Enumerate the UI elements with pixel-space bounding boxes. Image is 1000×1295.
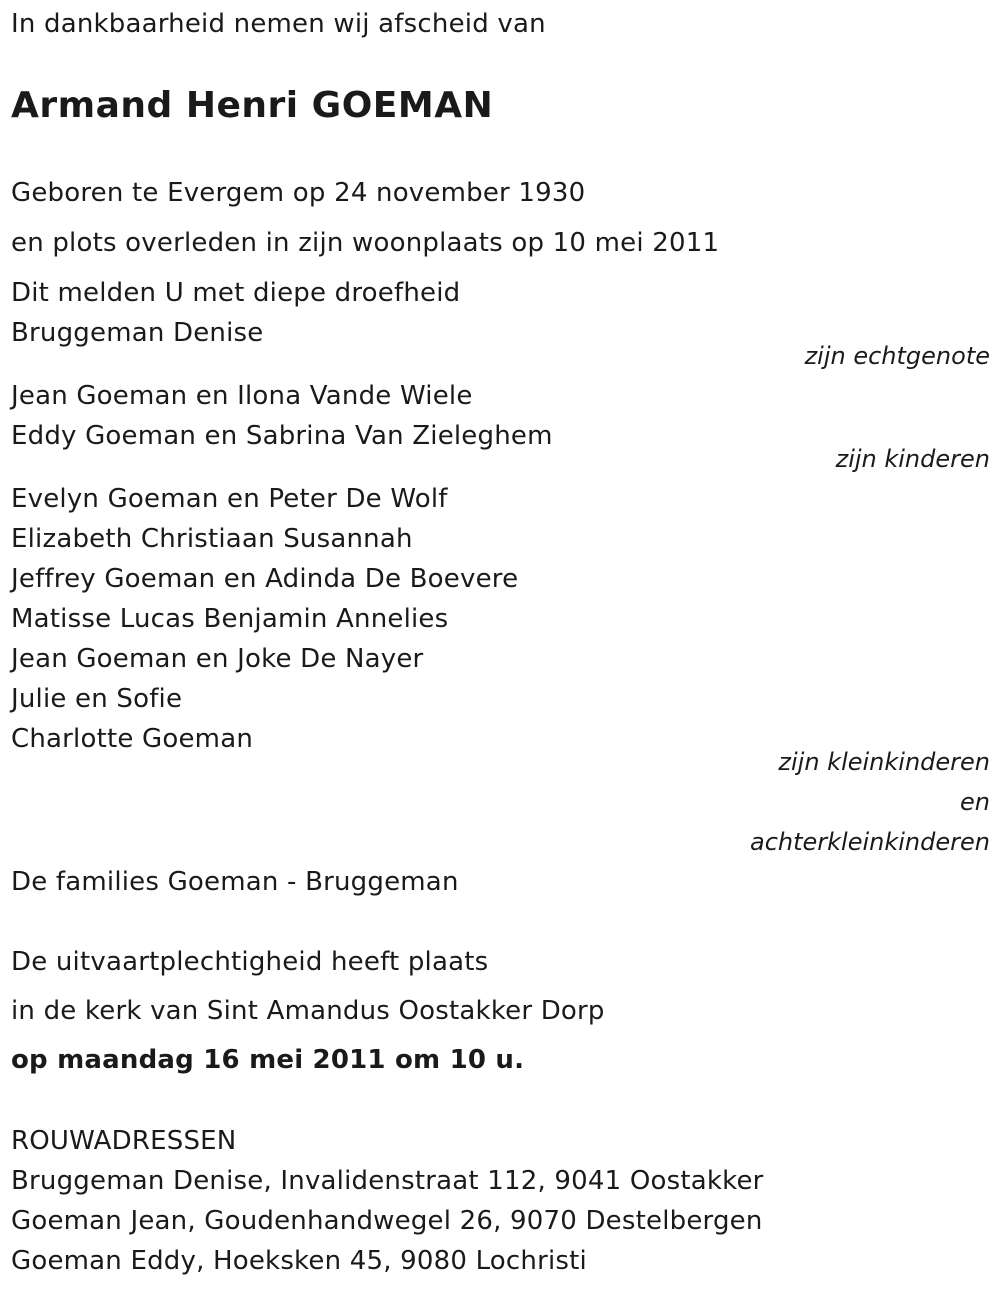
spouse-name: Bruggeman Denise bbox=[11, 318, 264, 348]
announcement-line: Dit melden U met diepe droefheid bbox=[11, 278, 461, 308]
birth-line: Geboren te Evergem op 24 november 1930 bbox=[11, 178, 586, 208]
ceremony-line: in de kerk van Sint Amandus Oostakker Dorp bbox=[11, 996, 605, 1026]
grandchild-name: Elizabeth Christiaan Susannah bbox=[11, 524, 413, 554]
grandchild-name: Matisse Lucas Benjamin Annelies bbox=[11, 604, 449, 634]
ceremony-date: op maandag 16 mei 2011 om 10 u. bbox=[11, 1045, 525, 1075]
grandchild-name: Charlotte Goeman bbox=[11, 724, 254, 754]
deceased-name: Armand Henri GOEMAN bbox=[11, 85, 494, 126]
grandchild-name: Evelyn Goeman en Peter De Wolf bbox=[11, 484, 448, 514]
grandchild-name: Jeffrey Goeman en Adinda De Boevere bbox=[11, 564, 519, 594]
death-line: en plots overleden in zijn woonplaats op 10 mei 2011 bbox=[11, 228, 720, 258]
grandchild-name: Jean Goeman en Joke De Nayer bbox=[11, 644, 424, 674]
grandchildren-role: zijn kleinkinderen bbox=[778, 748, 990, 776]
grandchildren-role: achterkleinkinderen bbox=[750, 828, 990, 856]
ceremony-line: De uitvaartplechtigheid heeft plaats bbox=[11, 947, 489, 977]
address-line: Goeman Jean, Goudenhandwegel 26, 9070 Destelbergen bbox=[11, 1206, 763, 1236]
spouse-role: zijn echtgenote bbox=[804, 342, 990, 370]
address-line: Goeman Eddy, Hoeksken 45, 9080 Lochristi bbox=[11, 1246, 587, 1276]
addresses-heading: ROUWADRESSEN bbox=[11, 1126, 237, 1156]
child-name: Eddy Goeman en Sabrina Van Zieleghem bbox=[11, 421, 553, 451]
grandchildren-role: en bbox=[960, 788, 990, 816]
child-name: Jean Goeman en Ilona Vande Wiele bbox=[11, 381, 473, 411]
children-role: zijn kinderen bbox=[835, 445, 990, 473]
intro-text: In dankbaarheid nemen wij afscheid van bbox=[11, 9, 546, 39]
address-line: Bruggeman Denise, Invalidenstraat 112, 9041 Oostakker bbox=[11, 1166, 764, 1196]
grandchild-name: Julie en Sofie bbox=[11, 684, 183, 714]
families-line: De families Goeman - Bruggeman bbox=[11, 867, 459, 897]
